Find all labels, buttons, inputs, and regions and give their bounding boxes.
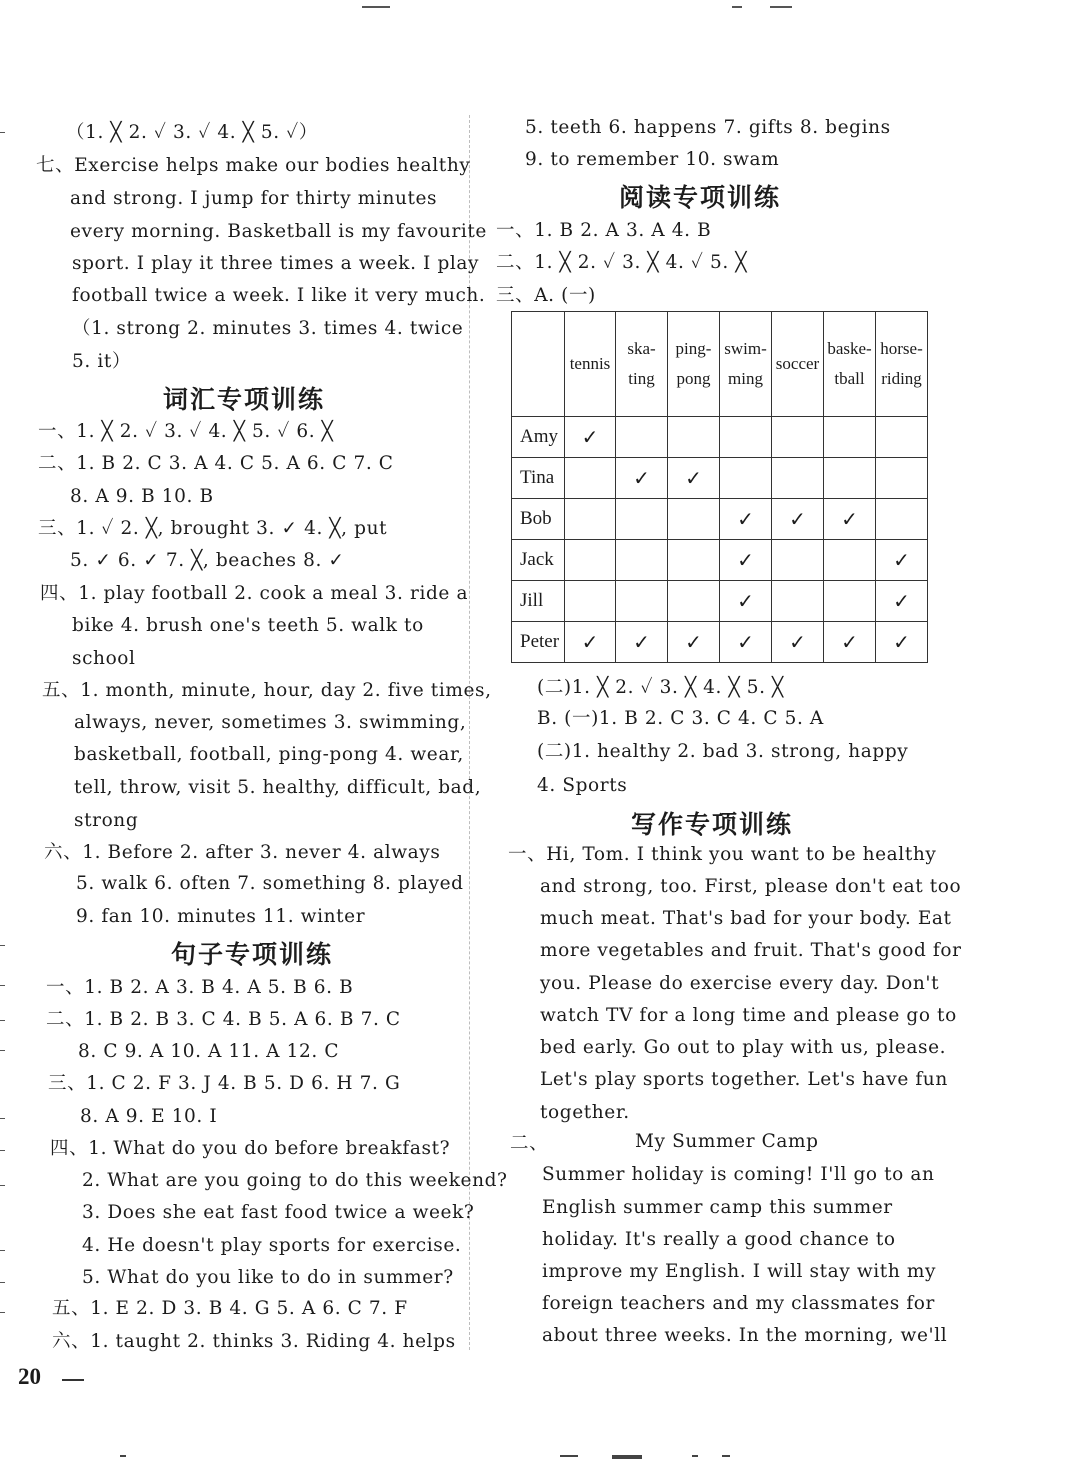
table-row [512, 458, 928, 499]
answer-line: 三、A. (一) [496, 285, 596, 306]
table-cell [616, 540, 668, 581]
table-row [512, 622, 928, 663]
check-mark: ✓ [581, 425, 599, 449]
check-mark: ✓ [841, 630, 858, 654]
answer-line: 5. ✓ 6. ✓ 7. ╳, beaches 8. ✓ [70, 550, 345, 571]
essay-line: about three weeks. In the morning, we'll [542, 1325, 948, 1346]
table-cell [772, 581, 824, 622]
answer-line: football twice a week. I like it very much. [72, 285, 486, 306]
scan-artifact [770, 6, 792, 8]
answer-line: 8. A 9. B 10. B [70, 486, 214, 507]
check-mark: ✓ [633, 630, 650, 654]
check-mark: ✓ [737, 507, 754, 531]
scan-artifact [732, 6, 742, 8]
table-cell [876, 458, 928, 499]
table-cell [720, 458, 772, 499]
essay-line: watch TV for a long time and please go to [540, 1005, 957, 1026]
answer-line: 二、1. B 2. C 3. A 4. C 5. A 6. C 7. C [38, 453, 394, 474]
table-cell [720, 499, 772, 540]
check-mark: ✓ [737, 589, 754, 613]
table-cell [616, 458, 668, 499]
footer-rule [62, 1379, 84, 1381]
essay-line: improve my English. I will stay with my [542, 1261, 937, 1282]
table-cell [876, 417, 928, 458]
page-number: 20 [18, 1364, 41, 1389]
essay-line: foreign teachers and my classmates for [542, 1293, 935, 1314]
check-mark: ✓ [581, 630, 599, 654]
answer-line: bike 4. brush one's teeth 5. walk to [72, 615, 424, 636]
table-header: swim- ming [720, 312, 772, 417]
check-mark: ✓ [841, 507, 858, 531]
check-mark: ✓ [737, 630, 754, 654]
check-mark: ✓ [893, 589, 910, 613]
table-cell [772, 499, 824, 540]
edge-mark [0, 945, 5, 946]
essay-line: and strong, too. First, please don't eat too [540, 876, 962, 897]
answer-line: 9. fan 10. minutes 11. winter [76, 906, 366, 927]
answer-line: 六、1. Before 2. after 3. never 4. always [44, 842, 441, 863]
check-mark: ✓ [893, 548, 910, 572]
scan-artifact [722, 1455, 730, 1457]
table-cell [876, 622, 928, 663]
answer-line: 二、1. ╳ 2. ✓ 3. ╳ 4. ✓ 5. ╳ [496, 252, 748, 273]
table-cell [772, 540, 824, 581]
answer-line: 三、1. C 2. F 3. J 4. B 5. D 6. H 7. G [48, 1073, 401, 1094]
answer-line: always, never, sometimes 3. swimming, [74, 712, 467, 733]
table-cell [720, 417, 772, 458]
answer-line: school [72, 648, 136, 669]
answer-line: 一、1. B 2. A 3. A 4. B [496, 220, 712, 241]
table-cell [668, 499, 720, 540]
answer-line: 四、1. What do you do before breakfast? [50, 1138, 451, 1159]
edge-mark [0, 1050, 5, 1051]
answer-line: 七、Exercise helps make our bodies healthy [36, 155, 471, 176]
answer-line: 五、1. month, minute, hour, day 2. five times, [42, 680, 492, 701]
answer-line: basketball, football, ping-pong 4. wear, [74, 744, 464, 765]
answer-line: 8. C 9. A 10. A 11. A 12. C [78, 1041, 340, 1062]
table-header: tennis [565, 312, 616, 417]
answer-line: strong [74, 810, 139, 831]
table-cell [720, 622, 772, 663]
table-cell [876, 540, 928, 581]
table-cell [565, 417, 616, 458]
check-mark: ✓ [685, 466, 702, 490]
table-cell [772, 417, 824, 458]
essay-line: English summer camp this summer [542, 1197, 893, 1218]
edge-mark [0, 1312, 5, 1313]
answer-line: 5. walk 6. often 7. something 8. played [76, 873, 464, 894]
table-header: ping- pong [668, 312, 720, 417]
table-cell [824, 417, 876, 458]
essay-line: more vegetables and fruit. That's good for [540, 940, 962, 961]
answer-line: B. (一)1. B 2. C 3. C 4. C 5. A [537, 708, 824, 729]
row-name: Peter [512, 622, 565, 663]
section-heading-sentence: 句子专项训练 [171, 940, 334, 969]
essay-line: holiday. It's really a good chance to [542, 1229, 896, 1250]
table-cell [824, 499, 876, 540]
check-mark: ✓ [737, 548, 754, 572]
row-name: Bob [512, 499, 565, 540]
table-cell [616, 499, 668, 540]
table-cell [824, 581, 876, 622]
answer-line: 一、1. ╳ 2. ✓ 3. ✓ 4. ╳ 5. ✓ 6. ╳ [38, 421, 334, 442]
essay-line: 二、 [510, 1133, 549, 1154]
answer-line: (二)1. ╳ 2. ✓ 3. ╳ 4. ╳ 5. ╳ [537, 677, 784, 698]
edge-mark [0, 1185, 5, 1186]
table-cell [668, 540, 720, 581]
table-row [512, 499, 928, 540]
table-cell [720, 540, 772, 581]
table-cell [876, 581, 928, 622]
table-cell [565, 499, 616, 540]
scan-artifact [362, 6, 390, 8]
table-row [512, 540, 928, 581]
table-cell [876, 499, 928, 540]
answer-line: 五、1. E 2. D 3. B 4. G 5. A 6. C 7. F [52, 1298, 408, 1319]
answer-line: 5. What do you like to do in summer? [82, 1267, 454, 1288]
table-cell [824, 622, 876, 663]
table-cell [616, 622, 668, 663]
answer-line: 8. A 9. E 10. I [80, 1106, 218, 1127]
answer-line: 2. What are you going to do this weekend? [82, 1170, 508, 1191]
check-mark: ✓ [789, 630, 806, 654]
answer-line: 9. to remember 10. swam [525, 149, 780, 170]
table-cell [772, 622, 824, 663]
table-header: soccer [772, 312, 824, 417]
check-mark: ✓ [685, 630, 702, 654]
edge-mark [0, 1020, 5, 1021]
edge-mark [0, 1150, 5, 1151]
essay-line: you. Please do exercise every day. Don't [540, 973, 940, 994]
table-cell [616, 581, 668, 622]
edge-mark [0, 985, 5, 986]
scan-artifact [692, 1455, 698, 1457]
table-cell [565, 581, 616, 622]
row-name: Tina [512, 458, 565, 499]
answer-line: 六、1. taught 2. thinks 3. Riding 4. helps [52, 1331, 456, 1352]
table-cell [565, 540, 616, 581]
answer-line: 三、1. ✓ 2. ╳, brought 3. ✓ 4. ╳, put [38, 518, 388, 539]
table-cell [565, 458, 616, 499]
answer-line: 二、1. B 2. B 3. C 4. B 5. A 6. B 7. C [46, 1009, 401, 1030]
table-header: horse- riding [876, 312, 928, 417]
table-cell [772, 458, 824, 499]
essay-line: much meat. That's bad for your body. Eat [540, 908, 952, 929]
answer-line: 4. Sports [537, 775, 628, 796]
essay-line: Let's play sports together. Let's have fun [540, 1069, 948, 1090]
row-name: Jack [512, 540, 565, 581]
essay-title: My Summer Camp [635, 1131, 819, 1152]
table-cell [824, 540, 876, 581]
answer-line: every morning. Basketball is my favourite [70, 221, 487, 242]
table-cell [668, 417, 720, 458]
answer-line: 四、1. play football 2. cook a meal 3. ride a [40, 583, 469, 604]
answer-line: 3. Does she eat fast food twice a week? [82, 1202, 475, 1223]
essay-line: 一、Hi, Tom. I think you want to be healthy [508, 844, 937, 865]
table-cell [668, 622, 720, 663]
activity-table [511, 311, 928, 663]
table-corner [512, 312, 565, 417]
scan-artifact [120, 1455, 126, 1457]
table-cell [668, 581, 720, 622]
essay-line: bed early. Go out to play with us, please. [540, 1037, 947, 1058]
answer-line: （1. ╳ 2. ✓ 3. ✓ 4. ╳ 5. ✓） [66, 122, 318, 143]
answer-line: （1. strong 2. minutes 3. times 4. twice [72, 318, 464, 339]
row-name: Jill [512, 581, 565, 622]
scan-artifact [612, 1455, 642, 1459]
table-header: ska- ting [616, 312, 668, 417]
table-row [512, 417, 928, 458]
edge-mark [0, 1282, 5, 1283]
section-heading-writing: 写作专项训练 [631, 810, 794, 839]
table-header: baske- tball [824, 312, 876, 417]
essay-line: Summer holiday is coming! I'll go to an [542, 1164, 935, 1185]
table-cell [565, 622, 616, 663]
check-mark: ✓ [893, 630, 910, 654]
check-mark: ✓ [633, 466, 650, 490]
section-heading-reading: 阅读专项训练 [619, 183, 782, 212]
answer-line: and strong. I jump for thirty minutes [70, 188, 438, 209]
table-cell [720, 581, 772, 622]
edge-mark [0, 132, 5, 133]
answer-line: 5. it） [72, 351, 131, 372]
answer-line: 一、1. B 2. A 3. B 4. A 5. B 6. B [46, 977, 354, 998]
section-heading-vocab: 词汇专项训练 [163, 385, 326, 414]
answer-line: (二)1. healthy 2. bad 3. strong, happy [537, 741, 909, 762]
edge-mark [0, 1118, 5, 1119]
edge-mark [0, 1250, 5, 1251]
row-name: Amy [512, 417, 565, 458]
check-mark: ✓ [789, 507, 806, 531]
table-cell [668, 458, 720, 499]
answer-line: sport. I play it three times a week. I play [72, 253, 480, 274]
table-cell [616, 417, 668, 458]
answer-line: tell, throw, visit 5. healthy, difficult, bad, [74, 777, 482, 798]
scan-artifact [560, 1455, 578, 1457]
answer-line: 4. He doesn't play sports for exercise. [82, 1235, 462, 1256]
table-row [512, 581, 928, 622]
answer-line: 5. teeth 6. happens 7. gifts 8. begins [525, 117, 891, 138]
table-cell [824, 458, 876, 499]
essay-line: together. [540, 1102, 630, 1123]
